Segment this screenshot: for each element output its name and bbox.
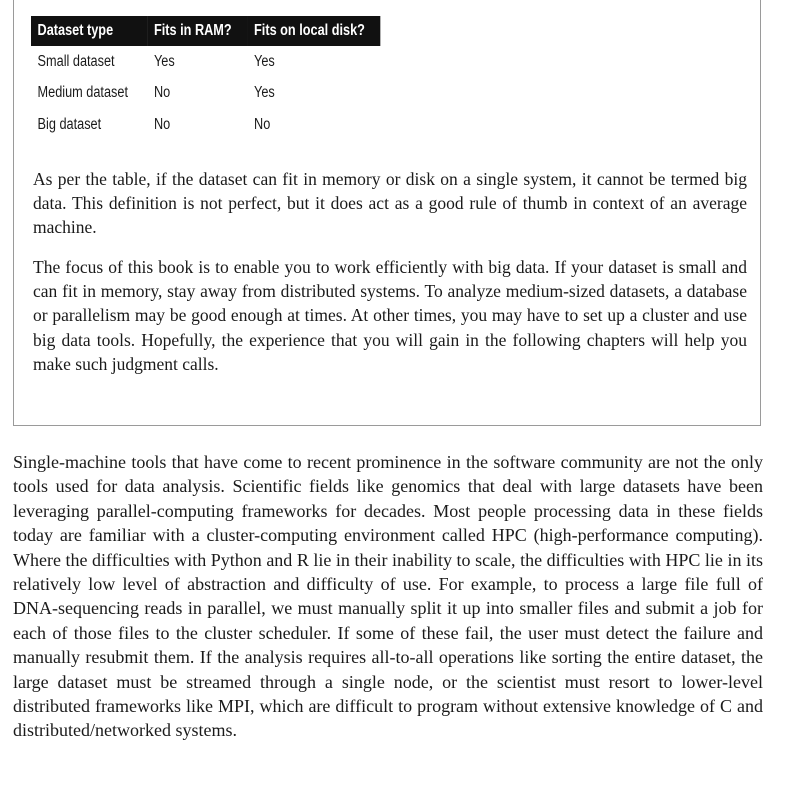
header-fits-on-local-disk: Fits on local disk? <box>247 16 380 46</box>
table-cell: Yes <box>254 84 275 102</box>
table-row <box>31 109 380 141</box>
table-row <box>31 46 380 78</box>
header-dataset-type: Dataset type <box>31 16 147 46</box>
body-paragraph-hpc: Single-machine tools that have come to recent prominence in the software community are not the only tools used for data analysis. Scientific fields like genomics that deal with large datasets have been leveraging parallel-computing frameworks for decades. Most people processing data in these fields today are familiar with a cluster-computing environment called HPC (high-performance computing). Where the difficulties with Python and R lie in their inability to scale, the difficulties with HPC lie in its relatively low level of abstraction and difficulty of use. For example, to process a large file full of DNA-sequencing reads in parallel, we must manually split it up into smaller files and submit a job for each of those files to the cluster scheduler. If some of these fail, the user must detect the failure and manually resubmit them. If the analysis requires all-to-all operations like sorting the entire dataset, the large dataset must be streamed through a single node, or the scientist must resort to lower-level distributed frameworks like MPI, which are difficult to program without extensive knowledge of C and distributed/networked systems. <box>13 452 763 741</box>
header-fits-in-ram: Fits in RAM? <box>147 16 247 46</box>
table-row <box>31 78 380 110</box>
dataset-type-table <box>31 16 380 141</box>
table-cell: Big dataset <box>37 115 102 133</box>
sidebar-box <box>13 0 761 426</box>
dataset-table-container <box>31 16 457 141</box>
sidebar-paragraph-rule-of-thumb: As per the table, if the dataset can fit in memory or disk on a single system, it cannot be termed big data. This definition is not perfect, but it does act as a good rule of thumb in context of an average machine. <box>33 169 747 238</box>
table-cell: No <box>154 115 171 133</box>
table-cell: No <box>254 115 271 133</box>
table-cell: Yes <box>254 52 275 70</box>
table-cell: Yes <box>154 52 175 70</box>
table-header-row <box>31 16 380 46</box>
table-cell: No <box>154 84 171 102</box>
table-cell: Medium dataset <box>37 84 128 102</box>
table-cell: Small dataset <box>37 52 115 70</box>
sidebar-paragraph-book-focus: The focus of this book is to enable you to work efficiently with big data. If your dataset is small and can fit in memory, stay away from distributed systems. To analyze medium-sized datasets, a database or parallelism may be good enough at times. At other times, you may have to set up a cluster and use big data tools. Hopefully, the experience that you will gain in the following chapters will help you make such judgment calls. <box>33 257 747 374</box>
